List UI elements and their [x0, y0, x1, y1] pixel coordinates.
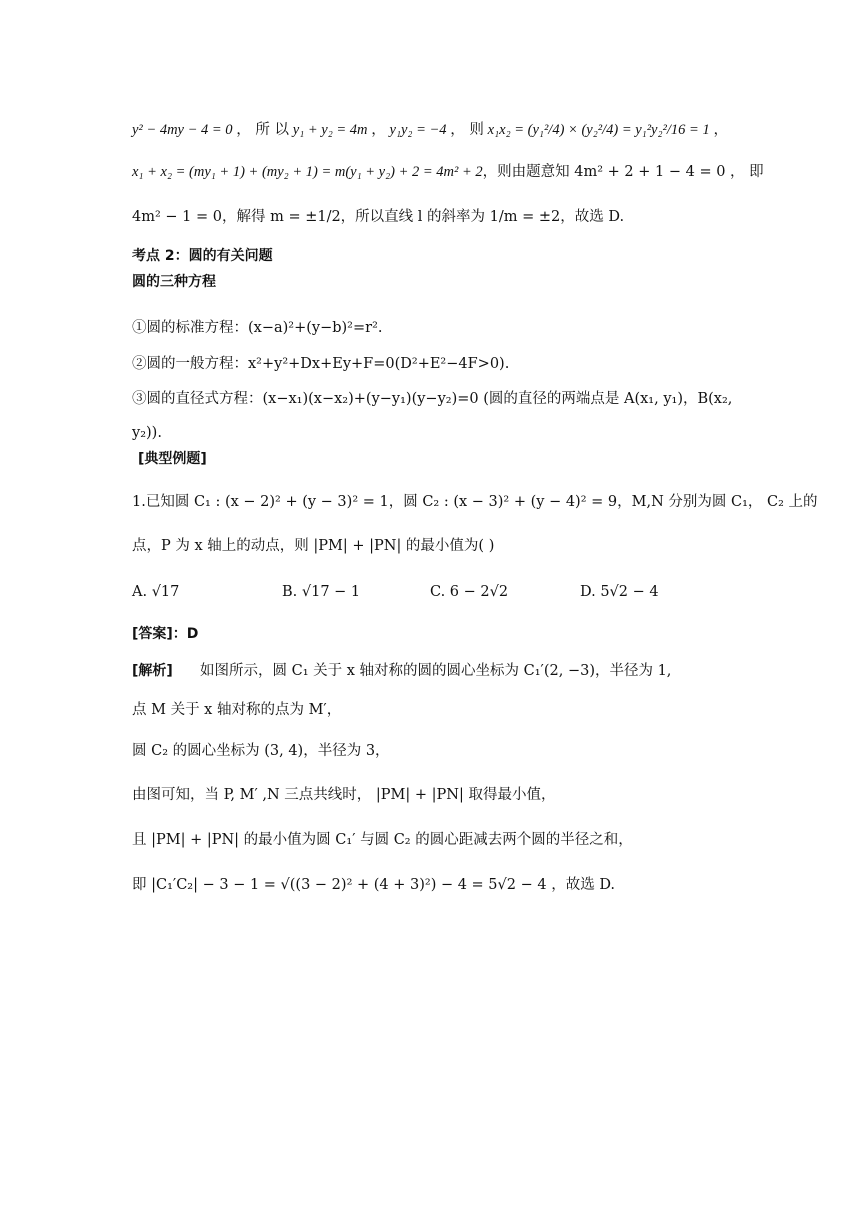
option-d: D. 5√2 − 4 [580, 584, 659, 600]
solution-step-6: 即 |C₁′C₂| − 3 − 1 = √((3 − 2)² + (4 + 3)²) − 4 = 5√2 − 4 ，故选 D. [132, 877, 616, 893]
text: ， [371, 122, 386, 138]
option-c: C. 6 − 2√2 [430, 584, 509, 600]
general-equation: ②圆的一般方程：x²+y²+Dx+Ey+F=0(D²+E²−4F>0). [132, 356, 510, 372]
equation: y² − 4my − 4 = 0 [132, 122, 233, 138]
question-line-2: 点，P 为 x 轴上的动点，则 |PM| + |PN| 的最小值为( ) [132, 538, 495, 554]
standard-equation: ①圆的标准方程：(x−a)²+(y−b)²=r². [132, 320, 383, 336]
diameter-equation: ③圆的直径式方程：(x−x₁)(x−x₂)+(y−y₁)(y−y₂)=0 (圆的直径的两端点是 A(x₁, y₁)，B(x₂, [132, 391, 733, 407]
solution-step-5: 且 |PM| + |PN| 的最小值为圆 C₁′ 与圆 C₂ 的圆心距减去两个圆的半径之和， [132, 832, 633, 848]
solution-text: 如图所示，圆 C₁ 关于 x 轴对称的圆的圆心坐标为 C₁′(2, −3)，半径为 1, [200, 663, 672, 679]
solution-step-2: 点 M 关于 x 轴对称的点为 M′， [132, 702, 342, 718]
examples-heading: [典型例题] [138, 451, 207, 467]
subsection-heading: 圆的三种方程 [132, 274, 216, 290]
text: ，则由题意知 4m² + 2 + 1 − 4 = 0 ， 即 [482, 164, 764, 180]
answer: [答案]：D [132, 626, 199, 642]
solution-label: [解析] [132, 663, 173, 679]
solution-step-3: 圆 C₂ 的圆心坐标为 (3, 4)，半径为 3， [132, 743, 390, 759]
diameter-equation-cont: y₂)). [132, 425, 162, 441]
question-line-1: 1.已知圆 C₁ : (x − 2)² + (y − 3)² = 1，圆 C₂ : (x − 3)² + (y − 4)² = 9，M,N 分别为圆 C₁， C₂ 上的 [132, 494, 818, 510]
text: ， 则 [450, 122, 484, 138]
section-heading: 考点 2：圆的有关问题 [132, 248, 273, 264]
solution-line-3: 4m² − 1 = 0，解得 m = ±1/2，所以直线 l 的斜率为 1/m = ±2，故选 D. [132, 209, 625, 225]
equation: x₁x₂ = (y₁²/4) × (y₂²/4) = y₁²y₂²/16 = 1 [487, 122, 710, 138]
solution-step-4: 由图可知，当 P, M′ ,N 三点共线时， |PM| + |PN| 取得最小值， [132, 787, 556, 803]
option-b: B. √17 − 1 [282, 584, 361, 600]
solution-line-1 [132, 120, 728, 140]
equation: x₁ + x₂ = (my₁ + 1) + (my₂ + 1) = m(y₁ + y₂) + 2 = 4m² + 2 [132, 164, 483, 180]
equation: y₁ + y₂ = 4m [292, 122, 368, 138]
option-a: A. √17 [132, 584, 180, 600]
text: ， 所 以 [236, 122, 290, 138]
solution-line-2 [132, 162, 764, 182]
text: ， [713, 122, 728, 138]
equation: y₁y₂ = −4 [389, 122, 447, 138]
solution-step-1 [132, 661, 728, 681]
